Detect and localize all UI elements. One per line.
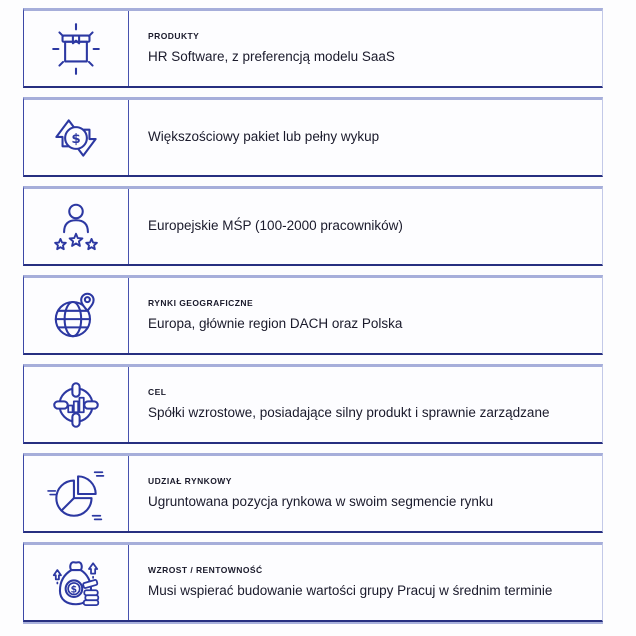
row-category-label: CEL <box>148 387 167 398</box>
package-burst-icon <box>47 20 105 78</box>
row-text: Spółki wzrostowe, posiadające silny produkt i sprawnie zarządzane <box>148 405 550 421</box>
row-text: Większościowy pakiet lub pełny wykup <box>148 129 380 145</box>
criteria-row-products <box>23 8 603 88</box>
row-category-label: UDZIAŁ RYNKOWY <box>148 476 232 487</box>
criteria-row-market-share <box>23 453 603 533</box>
text-cell <box>129 189 602 264</box>
icon-cell <box>24 100 129 175</box>
svg-text:$: $ <box>70 583 78 595</box>
text-cell <box>129 545 602 620</box>
criteria-row-goal <box>23 364 603 444</box>
row-text: Ugruntowana pozycja rynkowa w swoim segmencie rynku <box>148 494 494 510</box>
row-category-label: WZROST / RENTOWNOŚĆ <box>148 565 263 576</box>
exchange-arrows-dollar-icon <box>47 109 105 167</box>
row-category-label: PRODUKTY <box>148 31 200 42</box>
row-category-label: RYNKI GEOGRAFICZNE <box>148 298 254 309</box>
person-stars-icon <box>47 198 105 256</box>
globe-pin-icon <box>47 287 105 345</box>
investment-criteria-list <box>23 8 603 622</box>
row-text: HR Software, z preferencją modelu SaaS <box>148 49 395 65</box>
icon-cell <box>24 11 129 86</box>
criteria-row-geography <box>23 275 603 355</box>
icon-cell <box>24 545 129 620</box>
pie-chart-icon <box>47 465 105 523</box>
money-bag-growth-icon <box>47 554 105 612</box>
row-text: Europa, głównie region DACH oraz Polska <box>148 316 403 332</box>
text-cell <box>129 100 602 175</box>
target-chart-icon <box>47 376 105 434</box>
text-cell <box>129 456 602 531</box>
criteria-row-growth <box>23 542 603 622</box>
text-cell <box>129 11 602 86</box>
row-text: Musi wspierać budowanie wartości grupy Pracuj w średnim terminie <box>148 583 553 599</box>
icon-cell <box>24 367 129 442</box>
icon-cell <box>24 456 129 531</box>
criteria-row-transaction <box>23 97 603 177</box>
icon-cell <box>24 278 129 353</box>
criteria-row-company-size <box>23 186 603 266</box>
icon-cell <box>24 189 129 264</box>
text-cell <box>129 367 602 442</box>
text-cell <box>129 278 602 353</box>
row-text: Europejskie MŚP (100-2000 pracowników) <box>148 218 403 234</box>
svg-text:$: $ <box>71 131 81 147</box>
